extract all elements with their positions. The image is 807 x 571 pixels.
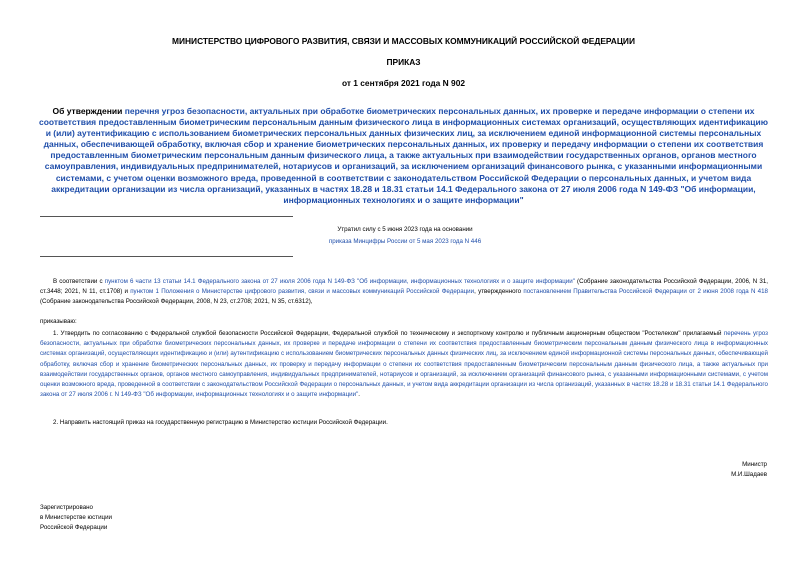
- item-1-paragraph: [40, 329, 768, 400]
- law-link[interactable]: пунктом 6 части 13 статьи 14.1 Федерального закона от 27 июля 2006 года N 149-ФЗ "Об информации, информационных технологиях и о защите информации": [104, 278, 575, 285]
- resolution-link[interactable]: постановлением Правительства Российской Федерации от 2 июня 2008 года N 418: [523, 288, 768, 296]
- preamble-text: (Собрание законодательства Российской Федерации, 2008, N 23, ст.2708; 2021, N 35, ст.6312),: [40, 298, 313, 306]
- order-date-number: от 1 сентября 2021 года N 902: [341, 78, 466, 88]
- item-1-text: .: [358, 391, 361, 399]
- repeal-order-link[interactable]: приказа Минцифры России от 5 мая 2023 года N 446: [328, 238, 482, 245]
- status-line: Утратил силу с 5 июня 2023 года на основании: [337, 226, 473, 233]
- preamble-text: В соответствии с: [53, 278, 105, 285]
- regulation-link[interactable]: пунктом 1 Положения о Министерстве цифрового развития, связи и массовых коммуникаций Российской Федерации: [130, 288, 475, 296]
- preamble-text: (Собрание законодательства Российской Федерации, 2006, N 31, ст.3448; 2021, N 11, ст.1708) и: [40, 278, 768, 296]
- status-note: [300, 224, 510, 248]
- registration-line: Российской Федерации: [40, 524, 108, 532]
- order-word: приказываю:: [40, 318, 77, 325]
- signature-block: [731, 460, 767, 480]
- document-type: ПРИКАЗ: [386, 57, 421, 67]
- divider-bottom: [40, 256, 293, 257]
- preamble-text: , утвержденного: [474, 288, 524, 296]
- title-prefix: Об утверждении: [52, 106, 125, 116]
- threat-list-link[interactable]: перечень угроз безопасности, актуальных при обработке биометрических персональных данных, их проверке и передаче информации о степени их соответствия предоставленным биометрическим персональным данным физического лица в информационных системах организаций, осуществляющих идентификацию и (или) аутентификацию с использованием биометрических персональных данных физических лиц, за исключением единой информационной системы персональных данных, обеспечивающей обработку, включая сбор и хранение биометрических персональных данных, их проверку и передачу информации о степени их соответствия предоставленным биометрическим персональным данным физического лица, а также актуальных при взаимодействии государственных органов, органов местного самоуправления, индивидуальных предпринимателей, нотариусов и организаций, за исключением организаций финансового рынка, с указанными информационными системами, с учетом оценки возможного вреда, проведенной в соответствии с законодательством Российской Федерации о персональных данных, и учетом вида аккредитации организации из числа организаций, указанных в частях 18.28 и 18.31 статьи 14.1 Федерального закона от 27 июля 2006 г. N 149-ФЗ "Об информации, информационных технологиях и о защите информации": [40, 330, 768, 399]
- ministry-heading: МИНИСТЕРСТВО ЦИФРОВОГО РАЗВИТИЯ, СВЯЗИ И МАССОВЫХ КОММУНИКАЦИЙ РОССИЙСКОЙ ФЕДЕРАЦИИ: [172, 36, 635, 46]
- title-link[interactable]: перечня угроз безопасности, актуальных при обработке биометрических персональных данных, их проверке и передаче информации о степени их соответствия предоставленным биометрическим персональным данным физического лица в информационных системах организаций, осуществляющих идентификацию и (или) аутентификацию с использованием биометрических персональных данных физических лиц, за исключением единой информационной системы персональных данных, обеспечивающей обработку, включая сбор и хранение биометрических персональных данных, их проверку и передачу информации о степени их соответствия предоставленным биометрическим персональным данным физического лица, а также актуальных при взаимодействии государственных органов, органов местного самоуправления, индивидуальных предпринимателей, нотариусов и организаций, за исключением организаций финансового рынка, с указанными информационными системами, с учетом оценки возможного вреда, проведенной в соответствии с законодательством Российской Федерации о персональных данных, и учетом вида аккредитации организации из числа организаций, указанных в частях 18.28 и 18.31 статьи 14.1 Федерального закона от 27 июля 2006 года N 149-ФЗ "Об информации, информационных технологиях и о защите информации": [38, 106, 768, 205]
- divider-top: [40, 216, 293, 217]
- signer-name: М.И.Шадаев: [731, 471, 767, 479]
- preamble-paragraph: [40, 277, 768, 308]
- item-2-paragraph: 2. Направить настоящий приказ на государственную регистрацию в Министерство юстиции Российской Федерации.: [53, 419, 388, 426]
- registration-line: Зарегистрировано: [40, 504, 93, 511]
- registration-line: в Министерстве юстиции: [40, 514, 113, 522]
- item-1-text: 1. Утвердить по согласованию с Федеральной службой безопасности Российской Федерации, Федеральной службой по техническому и экспортному контролю и публичным акционерным обществом "Ростелеком" прилагаемый: [53, 330, 724, 337]
- registration-block: [40, 503, 112, 534]
- signer-position: Министр: [742, 461, 767, 468]
- order-title: [36, 106, 771, 206]
